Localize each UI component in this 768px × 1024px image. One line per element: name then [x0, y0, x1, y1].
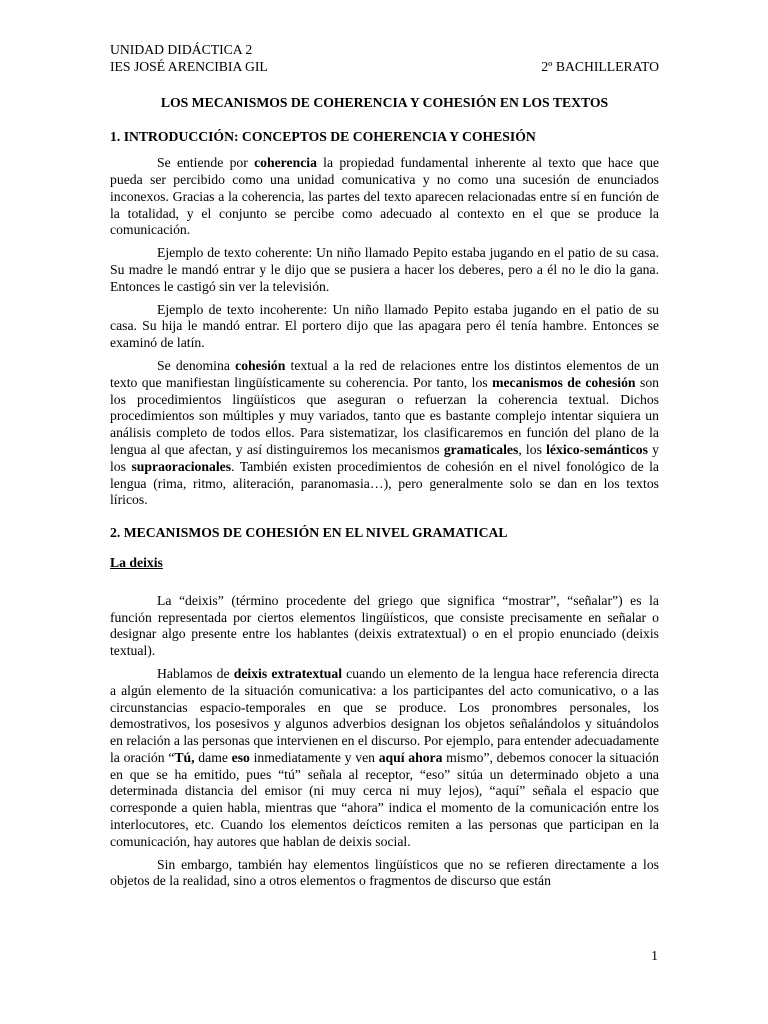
bold-term: deixis extratextual	[233, 665, 343, 681]
text-run: La “deixis” (término procedente del griego que significa “mostrar”, “señalar”) es la función representada por ciertos elementos lingüísticos, que consiste precisamente en señalar o designar algo presente entre los hablantes (deixis extratextual) o en el propio enunciado (deixis textual).	[110, 592, 659, 659]
text-run: Se entiende por	[157, 155, 255, 171]
header-line-school	[110, 59, 659, 76]
text-run: dame	[194, 749, 232, 765]
text-run: mismo”, debemos conocer la situación en que se ha emitido, pues “tú” señala al receptor, “eso” sitúa un determinado objeto a una determinada distancia del emisor (ni muy cerca ni muy lejos), “aquí” señala el espacio que corresponde a quien habla, mientras que “ahora” indica el momento de la comunicación entre los interlocutores, etc. Cuando los elementos deícticos remiten a las personas que participan en la comunicación, hay autores que hablan de deixis social.	[110, 749, 659, 849]
section-1-paragraph-3	[110, 302, 659, 352]
document-title: LOS MECANISMOS DE COHERENCIA Y COHESIÓN EN LOS TEXTOS	[160, 94, 609, 110]
text-run: . También existen procedimientos de cohesión en el nivel fonológico de la lengua (rima, ritmo, aliteración, paranomasia…), pero generalmente solo se dan en los textos líricos.	[110, 458, 659, 508]
bold-term: léxico-semánticos	[546, 441, 648, 457]
text-run: cuando un elemento de la lengua hace referencia directa a algún elemento de la situación comunicativa: a los participantes del acto comunicativo, o a las circunstancias espacio-temporales en que se produce. Los pronombres personales, los demostrativos, los posesivos y algunos adverbios designan los objetos señalándolos y situándolos en relación a las personas que intervienen en el discurso. Por ejemplo, para entender adecuadamente la oración “	[110, 665, 660, 765]
bold-term: aquí ahora	[378, 749, 443, 765]
text-run: Hablamos de	[157, 665, 234, 681]
text-run: y los	[110, 441, 660, 474]
text-run: inmediatamente y ven	[249, 749, 379, 765]
school-name: IES JOSÉ ARENCIBIA GIL	[110, 58, 268, 74]
header-line-unit	[110, 42, 659, 59]
bold-term: gramaticales	[443, 441, 519, 457]
text-run: Se denomina	[157, 357, 236, 373]
text-run: Sin embargo, también hay elementos lingüísticos que no se refieren directamente a los objetos de la realidad, sino a otros elementos o fragmentos de discurso que están	[110, 856, 659, 889]
section-2-paragraph-1	[110, 593, 659, 660]
section-2-paragraph-3	[110, 857, 659, 891]
course-label: 2º BACHILLERATO	[541, 58, 659, 74]
section-2-heading: 2. MECANISMOS DE COHESIÓN EN EL NIVEL GRAMATICAL	[110, 525, 508, 541]
text-run: Ejemplo de texto incoherente: Un niño llamado Pepito estaba jugando en el patio de su casa. Su hija le mandó entrar. El portero dijo que las apagara pero él tenía hambre. Entonces se examinó de latín.	[110, 301, 659, 351]
section-2-paragraph-2	[110, 666, 659, 851]
section-1-heading: 1. INTRODUCCIÓN: CONCEPTOS DE COHERENCIA Y COHESIÓN	[110, 129, 536, 145]
deixis-subheading: La deixis	[110, 554, 163, 570]
bold-term: cohesión	[235, 357, 286, 373]
document-header	[110, 42, 659, 76]
text-run: la propiedad fundamental inherente al texto que hace que pueda ser percibido como una unidad comunicativa y no como una sucesión de enunciados inconexos. Gracias a la coherencia, las partes del texto aparecen relacionadas entre sí en función de la totalidad, y el conjunto se percibe como adecuado al contexto en el que se produce la comunicación.	[110, 155, 660, 238]
section-1-paragraph-2	[110, 245, 659, 295]
page-number: 1	[651, 948, 658, 963]
bold-term: eso	[231, 749, 250, 765]
text-run: Ejemplo de texto coherente: Un niño llamado Pepito estaba jugando en el patio de su casa. Su madre le mandó entrar y le dijo que se pusiera a hacer los deberes, pero a él no le dio la gana. Entonces le castigó sin ver la televisión.	[110, 245, 659, 294]
section-1-paragraph-4	[110, 358, 659, 509]
unit-label: UNIDAD DIDÁCTICA 2	[110, 42, 253, 57]
text-run: son los procedimientos lingüísticos que aseguran o refuerzan la coherencia textual. Dichos procedimientos son múltiples y muy variados, tanto que es bastante complejo intentar siquiera un análisis completo de todos ellos. Para sistematizar, los clasificaremos en función del plano de la lengua al que afectan, y así distinguiremos los mecanismos	[110, 374, 660, 457]
text-run: , los	[518, 441, 547, 457]
bold-term: Tú,	[174, 749, 195, 765]
page-content	[110, 42, 659, 896]
bold-term: supraoracionales	[131, 458, 232, 474]
bold-term: mecanismos de cohesión	[492, 374, 636, 390]
section-1-paragraph-1	[110, 155, 659, 239]
text-run: textual a la red de relaciones entre los distintos elementos de un texto que manifiestan lingüísticamente su coherencia. Por tanto, los	[110, 357, 659, 390]
bold-term: coherencia	[254, 155, 317, 171]
